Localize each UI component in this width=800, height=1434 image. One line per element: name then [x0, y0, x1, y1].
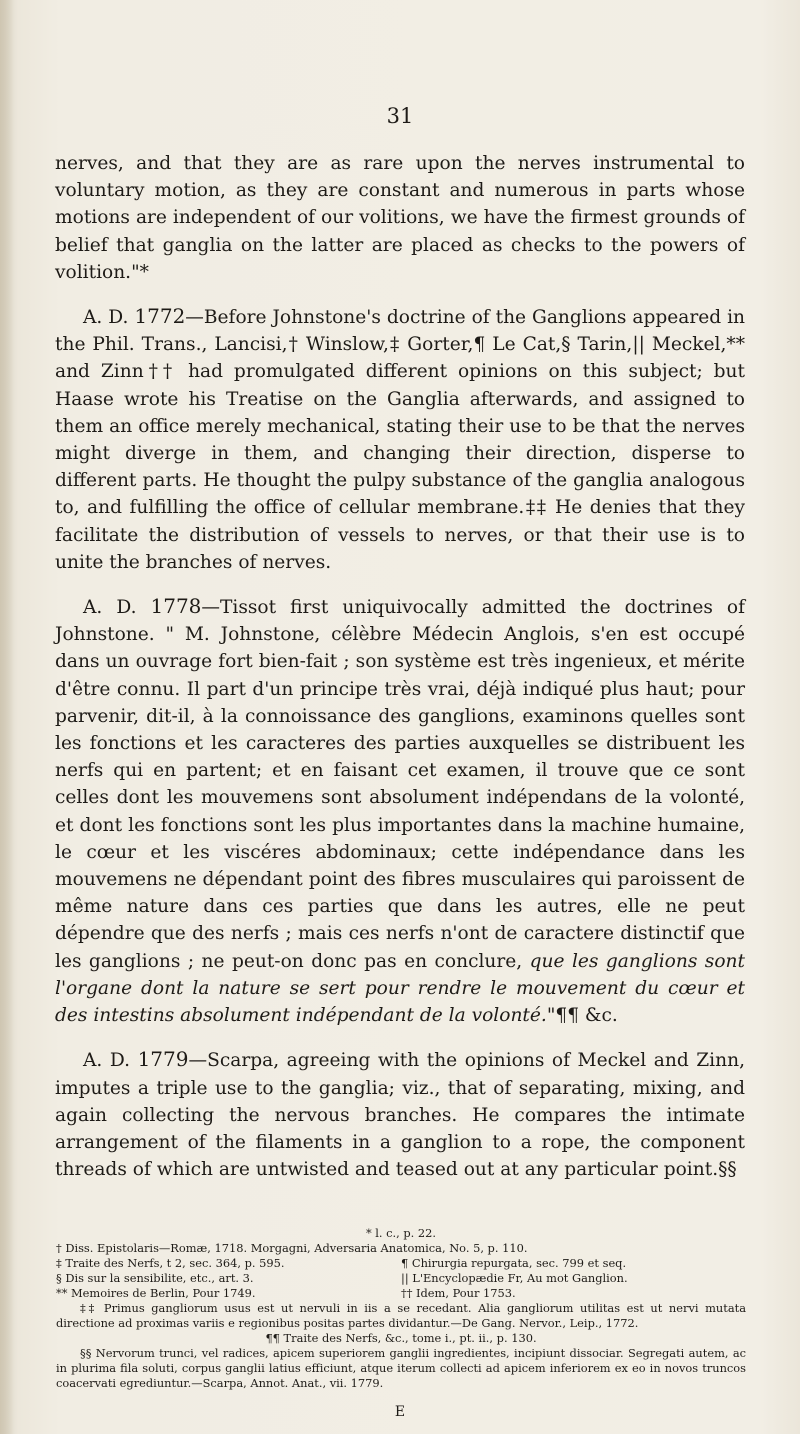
- italic-quote: que les ganglions sont l'organe dont la nature se sert pour rendre le mouvement du cœur et des intestins absolument indépendant de la volonté.: [55, 950, 745, 1027]
- era-label: A. D.: [83, 1050, 131, 1072]
- paragraph-intro: nerves, and that they are as rare upon the nerves instrumental to voluntary motion, as they are constant and numerous in parts whose motions are independent of our volitions, we have the firmest grounds of belief that ganglia on the latter are placed as checks to the powers of volition."*: [55, 153, 745, 283]
- footnote-double-star: ** Memoires de Berlin, Pour 1749.: [56, 1286, 256, 1300]
- paragraph-text-end: "¶¶ &c.: [546, 1005, 618, 1027]
- paragraph-text: —Tissot first uniquivocally admitted the doctrines of Johnstone. " M. Johnstone, célèbre Médecin Anglois, s'en est occupé dans un ouvrage fort bien-fait ; son système est très ingenieux, et mérite d'être connu. Il part d'un principe très vrai, déjà indiqué plus haut; pour parvenir, dit-il, à la connoissance des ganglions, examinons quelles sont les fonctions et les caracteres des parties auxquelles se distribuent les nerfs qui en partent; et en faisant cet examen, il trouve que ce sont celles dont les mouvemens sont absolument indépendans de la volonté, et dont les fonctions sont les plus importantes dans la machine humaine, le cœur et les viscéres abdominaux; cette indépendance dans les mouvemens ne dépendant point des fibres musculaires qui paroissent de même nature dans ces parties que dans les autres, elle ne peut dépendre que des nerfs ; mais ces nerfs n'ont de caractere distinctif que les ganglions ; ne peut-on donc pas en conclure,: [55, 597, 745, 972]
- footnote-section: § Dis sur la sensibilite, etc., art. 3.: [56, 1271, 254, 1285]
- footnote-traite: ¶¶ Traite des Nerfs, &c., tome i., pt. ii., p. 130.: [265, 1331, 537, 1345]
- body-text: [55, 150, 745, 1183]
- footnote-nervorum: §§ Nervorum trunci, vel radices, apicem superiorem ganglii ingredientes, incipiunt dissociar. Segregati autem, ac in plurima fila soluti, corpus ganglii latius efficiunt, atque iterum collecti ad apicem inferiorem ex eo in novos truncos coacervati egrediuntur.—Scarpa, Annot. Anat., vii. 1779.: [56, 1346, 746, 1390]
- footnote-parallel: || L'Encyclopædie Fr, Au mot Ganglion.: [401, 1271, 628, 1285]
- page-number: 31: [386, 104, 414, 128]
- paragraph-1778: [55, 593, 745, 1029]
- footnote-row: [56, 1271, 746, 1286]
- footnote-double-dagger-pair: †† Idem, Pour 1753.: [401, 1286, 516, 1300]
- footnote-star: * l. c., p. 22.: [365, 1226, 437, 1240]
- era-label: A. D.: [83, 597, 137, 619]
- footnote-row: [56, 1286, 746, 1301]
- paragraph-text: —Scarpa, agreeing with the opinions of Meckel and Zinn, imputes a triple use to the ganglia; viz., that of separating, mixing, and again collecting the nervous branches. He compares the intimate arrangement of the filaments in a ganglion to a rope, the component threads of which are untwisted and teased out at any particular point.§§: [55, 1050, 745, 1181]
- footnote-primus: ‡‡ Primus gangliorum usus est ut nervuli in iis a se recedant. Alia gangliorum utilitas est ut nervi mutata directione ad proximas variis e regionibus positas partes dividantur.—De Gang. Nervor., Leip., 1772.: [56, 1301, 746, 1330]
- signature-mark: E: [394, 1404, 406, 1420]
- footnote-double-dagger: ‡ Traite des Nerfs, t 2, sec. 364, p. 595.: [56, 1256, 285, 1270]
- footnote-pilcrow: ¶ Chirurgia repurgata, sec. 799 et seq.: [401, 1256, 627, 1270]
- paragraph-1779: [55, 1046, 745, 1183]
- era-label: A. D.: [83, 307, 129, 329]
- year-label: 1772: [134, 304, 186, 329]
- paragraph-1772: [55, 303, 745, 576]
- footnote-row: [56, 1256, 746, 1271]
- footnotes: [56, 1226, 746, 1391]
- footnote-dagger: † Diss. Epistolaris—Romæ, 1718. Morgagni, Adversaria Anatomica, No. 5, p. 110.: [56, 1241, 528, 1255]
- year-label: 1778: [150, 594, 202, 619]
- paragraph-text: —Before Johnstone's doctrine of the Ganglions appeared in the Phil. Trans., Lancisi,† Winslow,‡ Gorter,¶ Le Cat,§ Tarin,|| Meckel,** and Zinn†† had promulgated different opinions on this subject; but Haase wrote his Treatise on the Ganglia afterwards, and assigned to them an office merely mechanical, stating their use to be that the nerves might diverge in them, and changing their direction, disperse to different parts. He thought the pulpy substance of the ganglia analogous to, and fulfilling the office of cellular membrane.‡‡ He denies that they facilitate the distribution of vessels to nerves, or that their use is to unite the branches of nerves.: [55, 307, 745, 573]
- page-gutter: [0, 0, 14, 1434]
- year-label: 1779: [137, 1047, 189, 1072]
